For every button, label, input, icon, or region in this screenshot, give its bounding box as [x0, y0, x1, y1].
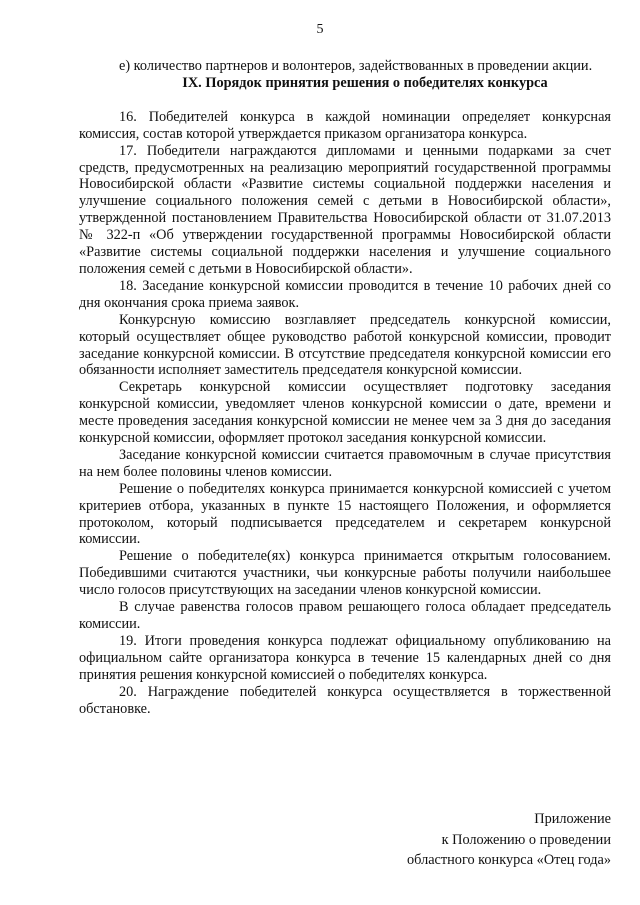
paragraph-voting: Решение о победителе(ях) конкурса принимается открытым голосованием. Победившими считаются участники, чьи конкурсные работы получили наибольшее число голосов присутствующих на заседании членов конкурсной комиссии. [79, 548, 611, 599]
paragraph-18: 18. Заседание конкурсной комиссии проводится в течение 10 рабочих дней со дня окончания срока приема заявок. [79, 277, 611, 311]
appendix-note [251, 809, 611, 871]
paragraph-tie-vote: В случае равенства голосов правом решающего голоса обладает председатель комиссии. [79, 599, 611, 632]
paragraph-16: 16. Победителей конкурса в каждой номинации определяет конкурсная комиссия, состав которой утверждается приказом организатора конкурса. [79, 108, 611, 142]
paragraph-19: 19. Итоги проведения конкурса подлежат официальному опубликованию на официальном сайте организатора конкурса в течение 15 календарных дней со дня принятия решения конкурсной комиссией о победителях конкурса. [79, 632, 611, 683]
appendix-line-1: Приложение [534, 811, 611, 827]
paragraph-decision: Решение о победителях конкурса принимается конкурсной комиссией с учетом критериев отбора, указанных в пункте 15 настоящего Положения, и оформляется протоколом, который подписывается председателем и секретарем конкурсной комиссии. [79, 480, 611, 548]
paragraph-quorum: Заседание конкурсной комиссии считается правомочным в случае присутствия на нем более половины членов комиссии. [79, 446, 611, 480]
section-heading: IX. Порядок принятия решения о победителях конкурса [182, 74, 548, 91]
page-number: 5 [316, 22, 324, 37]
paragraph-commission-secretary: Секретарь конкурсной комиссии осуществляет подготовку заседания конкурсной комиссии, уведомляет членов конкурсной комиссии о дате, времени и месте проведения заседания конкурсной комиссии не менее чем за 3 дня до заседания конкурсной комиссии, оформляет протокол заседания конкурсной комиссии. [79, 379, 611, 447]
appendix-line-3: областного конкурса «Отец года» [407, 852, 611, 868]
intro-item: е) количество партнеров и волонтеров, задействованных в проведении акции. [119, 58, 593, 74]
appendix-line-2: к Положению о проведении [441, 831, 611, 848]
paragraph-17: 17. Победители награждаются дипломами и ценными подарками за счет средств, предусмотренных на реализацию мероприятий государственной программы Новосибирской области «Развитие системы социальной поддержки населения и улучшение социального положения семей с детьми в Новосибирской области», утвержденной постановлением Правительства Новосибирской области от 31.07.2013 № 322-п «Об утверждении государственной программы Новосибирской области «Развитие системы социальной поддержки населения и улучшение социального положения семей с детьми в Новосибирской области». [79, 142, 611, 277]
paragraph-commission-chair: Конкурсную комиссию возглавляет председатель конкурсной комиссии, который осуществляет общее руководство работой конкурсной комиссии, проводит заседание конкурсной комиссии. В отсутствие председателя конкурсной комиссии его обязанности исполняет заместитель председателя конкурсной комиссии. [79, 311, 611, 379]
paragraph-20: 20. Награждение победителей конкурса осуществляется в торжественной обстановке. [79, 683, 611, 717]
document-body [79, 58, 611, 717]
